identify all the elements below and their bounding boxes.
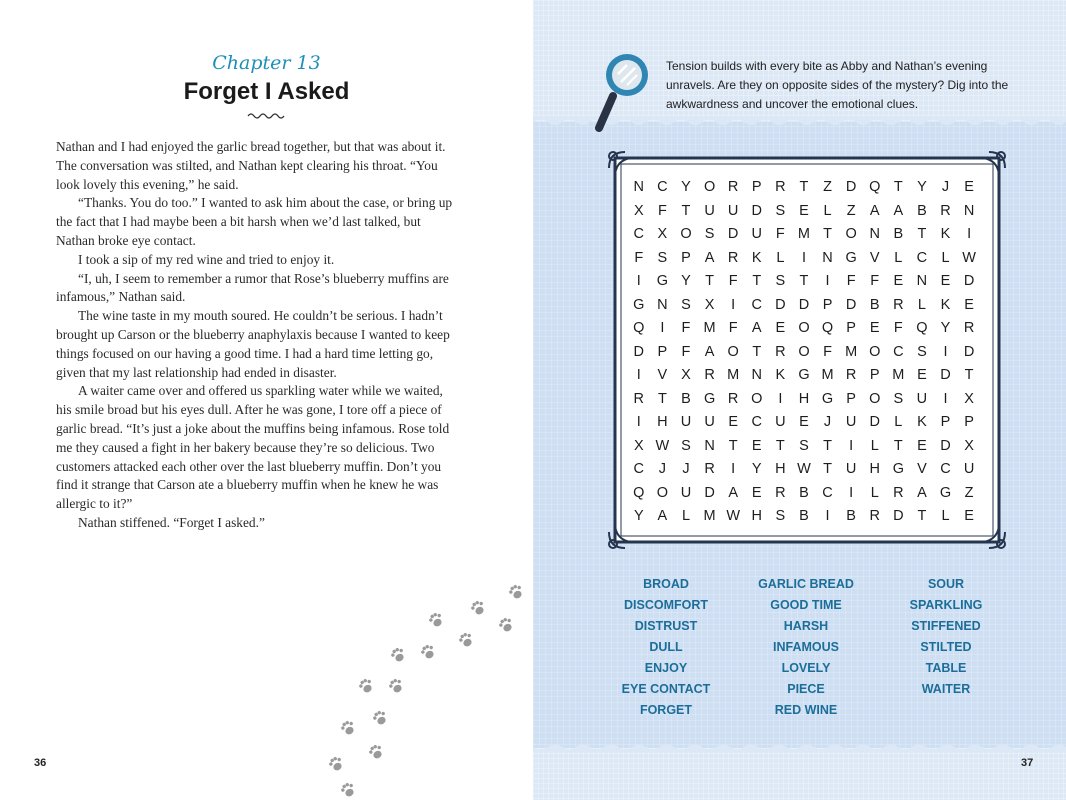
- grid-row: [627, 247, 989, 271]
- grid-cell[interactable]: L: [870, 437, 879, 454]
- grid-cell[interactable]: G: [633, 296, 645, 313]
- grid-cell[interactable]: D: [940, 367, 951, 383]
- grid-cell[interactable]: F: [823, 343, 832, 360]
- grid-cell[interactable]: O: [845, 226, 857, 242]
- word-list-item: RED WINE: [774, 703, 838, 717]
- grid-cell[interactable]: E: [964, 508, 974, 524]
- grid-cell[interactable]: F: [728, 273, 738, 289]
- grid-cell[interactable]: U: [916, 390, 928, 407]
- word-list-item: SPARKLING: [909, 598, 983, 612]
- grid-cell[interactable]: U: [704, 202, 715, 219]
- grid-cell[interactable]: E: [869, 320, 880, 336]
- grid-cell[interactable]: K: [940, 296, 951, 313]
- story-paragraph: Nathan and I had enjoyed the garlic bread together, but that was about it. The conversation was stilted, and Nathan kept clearing his throat. “You look lovely this evening,” he said.: [56, 139, 446, 192]
- grid-cell[interactable]: G: [798, 367, 810, 383]
- grid-cell[interactable]: W: [726, 508, 741, 524]
- grid-cell[interactable]: I: [825, 273, 830, 289]
- grid-cell[interactable]: I: [636, 273, 641, 289]
- grid-cell[interactable]: Y: [633, 508, 644, 524]
- grid-cell[interactable]: S: [775, 508, 786, 524]
- wave-edge-bottom: [533, 742, 1066, 752]
- grid-cell[interactable]: F: [681, 320, 691, 336]
- grid-cell[interactable]: A: [728, 484, 738, 501]
- grid-cell[interactable]: E: [917, 367, 927, 383]
- grid-cell[interactable]: U: [680, 414, 692, 430]
- grid-cell[interactable]: E: [751, 437, 762, 454]
- grid-cell[interactable]: S: [775, 273, 786, 289]
- grid-cell[interactable]: P: [681, 249, 691, 266]
- story-paragraph: “Thanks. You do too.” I wanted to ask him about the case, or bring up the fact that I had maybe been a bit harsh when we’d last talked, but Nathan broke eye contact.: [56, 195, 453, 248]
- grid-cell[interactable]: U: [727, 202, 739, 219]
- grid-cell[interactable]: R: [963, 320, 975, 336]
- grid-cell[interactable]: J: [682, 461, 690, 477]
- grid-cell[interactable]: N: [822, 249, 833, 266]
- grid-cell[interactable]: R: [727, 249, 739, 266]
- grid-cell[interactable]: T: [823, 226, 832, 242]
- grid-cell[interactable]: B: [681, 390, 691, 407]
- grid-cell[interactable]: U: [845, 461, 857, 477]
- paw-print-icon: [469, 599, 487, 617]
- grid-cell[interactable]: L: [894, 249, 903, 266]
- grid-cell[interactable]: O: [869, 343, 881, 360]
- grid-row: [627, 270, 989, 294]
- grid-cell[interactable]: Q: [869, 179, 881, 195]
- word-list-item: TABLE: [925, 661, 967, 675]
- word-list-item: HARSH: [783, 619, 829, 633]
- grid-cell[interactable]: X: [964, 390, 974, 407]
- grid-cell[interactable]: L: [870, 484, 879, 501]
- grid-cell[interactable]: A: [869, 202, 880, 219]
- grid-cell[interactable]: L: [941, 508, 950, 524]
- grid-cell[interactable]: Y: [681, 273, 691, 289]
- grid-cell[interactable]: I: [660, 320, 665, 336]
- grid-cell[interactable]: Z: [846, 202, 856, 219]
- grid-cell[interactable]: F: [681, 343, 691, 360]
- grid-cell[interactable]: Q: [916, 320, 928, 336]
- grid-cell[interactable]: R: [893, 484, 904, 501]
- grid-cell[interactable]: O: [656, 484, 669, 501]
- grid-cell[interactable]: K: [940, 226, 951, 242]
- grid-row: [627, 458, 989, 482]
- grid-cell[interactable]: I: [943, 343, 948, 360]
- grid-cell[interactable]: R: [633, 390, 645, 407]
- grid-cell[interactable]: J: [941, 179, 950, 195]
- grid-cell[interactable]: C: [657, 179, 668, 195]
- word-list-column-1: [601, 574, 731, 721]
- grid-cell[interactable]: T: [681, 202, 691, 219]
- grid-cell[interactable]: X: [633, 202, 644, 219]
- paw-print-icon: [339, 719, 357, 737]
- grid-cell[interactable]: M: [845, 343, 858, 360]
- paw-print-icon: [357, 677, 375, 695]
- grid-cell[interactable]: D: [633, 343, 645, 360]
- grid-cell[interactable]: O: [798, 320, 810, 336]
- grid-cell[interactable]: P: [751, 179, 762, 195]
- grid-cell[interactable]: D: [963, 343, 975, 360]
- grid-cell[interactable]: O: [798, 343, 810, 360]
- grid-cell[interactable]: O: [727, 343, 739, 360]
- grid-cell[interactable]: D: [963, 273, 975, 289]
- grid-cell[interactable]: A: [704, 249, 715, 266]
- grid-cell[interactable]: A: [657, 508, 668, 524]
- grid-cell[interactable]: P: [822, 296, 833, 313]
- grid-row: [627, 176, 989, 200]
- grid-cell[interactable]: E: [775, 320, 786, 336]
- grid-row: [627, 364, 989, 388]
- grid-cell[interactable]: E: [751, 484, 762, 501]
- word-list-item: LOVELY: [781, 661, 831, 675]
- word-list-item: GOOD TIME: [770, 598, 842, 612]
- paw-print-icon: [371, 709, 389, 727]
- grid-cell[interactable]: E: [893, 273, 904, 289]
- grid-cell[interactable]: R: [845, 367, 857, 383]
- grid-cell[interactable]: I: [849, 484, 854, 501]
- grid-cell[interactable]: H: [751, 508, 762, 524]
- grid-cell[interactable]: N: [751, 367, 762, 383]
- grid-cell[interactable]: D: [869, 414, 880, 430]
- grid-row: [627, 294, 989, 318]
- grid-cell[interactable]: C: [893, 343, 904, 360]
- word-list-column-3: [881, 574, 1011, 700]
- grid-cell[interactable]: D: [845, 296, 857, 313]
- grid-row: [627, 341, 989, 365]
- grid-cell[interactable]: W: [655, 437, 670, 454]
- puzzle-intro: Tension builds with every bite as Abby and Nathan’s evening unravels. Are they on opposite sides of the mystery? Dig into the awkwardness and uncover the emotional clues.: [666, 59, 1009, 111]
- grid-cell[interactable]: E: [728, 414, 738, 430]
- grid-cell[interactable]: T: [917, 226, 927, 242]
- grid-cell[interactable]: B: [799, 484, 809, 501]
- page-number-left: 36: [34, 757, 47, 769]
- grid-cell[interactable]: M: [727, 367, 740, 383]
- grid-cell[interactable]: H: [869, 461, 880, 477]
- grid-cell[interactable]: F: [634, 249, 644, 266]
- grid-cell[interactable]: G: [656, 273, 669, 289]
- grid-cell[interactable]: I: [967, 226, 972, 242]
- grid-cell[interactable]: O: [869, 390, 881, 407]
- grid-cell[interactable]: D: [704, 484, 715, 501]
- grid-cell[interactable]: R: [727, 390, 739, 407]
- grid-cell[interactable]: M: [821, 367, 834, 383]
- grid-cell[interactable]: Q: [633, 484, 645, 501]
- story-paragraph: A waiter came over and offered us sparkling water while we waited, his smile broad but his eyes dull. After he was gone, I tore off a piece of garlic bread. “It’s just a joke about the muffins being infamous. Rose told me they caused a fight in her bakery because they’re so delicious. Two customers attacked each other over the last blueberry muffin. Don’t you find it strange that Carson ate a blueberry muffin when he knew he was allergic to it?”: [56, 383, 450, 512]
- grid-cell[interactable]: I: [636, 367, 641, 383]
- word-list-item: WAITER: [921, 682, 971, 696]
- grid-cell[interactable]: R: [704, 461, 715, 477]
- word-list-item: GARLIC BREAD: [758, 577, 854, 591]
- grid-cell[interactable]: B: [869, 296, 880, 313]
- grid-cell[interactable]: V: [869, 249, 880, 266]
- paw-print-icon: [497, 616, 515, 634]
- grid-cell[interactable]: T: [657, 390, 667, 407]
- grid-cell[interactable]: V: [657, 367, 668, 383]
- word-search-grid[interactable]: [627, 176, 989, 529]
- story-paragraph: Nathan stiffened. “Forget I asked.”: [78, 514, 265, 530]
- word-list-column-2: [741, 574, 871, 721]
- chapter-label: Chapter 13: [212, 52, 321, 74]
- grid-cell[interactable]: Y: [917, 179, 927, 195]
- grid-cell[interactable]: T: [775, 437, 785, 454]
- grid-cell[interactable]: C: [916, 249, 928, 266]
- grid-cell[interactable]: U: [963, 461, 975, 477]
- grid-cell[interactable]: B: [893, 226, 904, 242]
- grid-cell[interactable]: L: [776, 249, 785, 266]
- grid-cell[interactable]: T: [823, 437, 832, 454]
- grid-cell[interactable]: E: [799, 414, 809, 430]
- grid-cell[interactable]: E: [964, 296, 974, 313]
- grid-cell[interactable]: N: [963, 202, 975, 219]
- grid-cell[interactable]: S: [681, 437, 691, 454]
- grid-cell[interactable]: P: [869, 367, 880, 383]
- grid-cell[interactable]: N: [869, 226, 880, 242]
- word-list-item: DISTRUST: [634, 619, 698, 633]
- grid-cell[interactable]: U: [845, 414, 857, 430]
- grid-cell[interactable]: E: [917, 437, 927, 454]
- story-text: [56, 138, 461, 533]
- paw-print-icon: [419, 643, 437, 661]
- grid-cell[interactable]: H: [657, 414, 668, 430]
- grid-cell[interactable]: D: [751, 202, 762, 219]
- grid-cell[interactable]: C: [751, 296, 762, 313]
- story-paragraph: I took a sip of my red wine and tried to enjoy it.: [78, 251, 335, 267]
- grid-cell[interactable]: G: [939, 484, 952, 501]
- grid-row: [627, 435, 989, 459]
- grid-cell[interactable]: P: [964, 414, 974, 430]
- grid-row: [627, 388, 989, 412]
- grid-cell[interactable]: A: [917, 484, 927, 501]
- grid-cell[interactable]: T: [799, 179, 809, 195]
- grid-cell[interactable]: Q: [821, 320, 834, 336]
- grid-cell[interactable]: I: [943, 390, 948, 407]
- grid-cell[interactable]: E: [940, 273, 951, 289]
- grid-cell[interactable]: L: [823, 202, 832, 219]
- grid-cell[interactable]: M: [703, 320, 716, 336]
- grid-cell[interactable]: T: [752, 273, 762, 289]
- grid-cell[interactable]: G: [845, 249, 857, 266]
- word-list-item: ENJOY: [644, 661, 688, 675]
- paw-print-icon: [457, 631, 475, 649]
- paw-print-icon: [507, 583, 525, 601]
- magnifying-glass-icon: [593, 50, 653, 134]
- word-list-item: EYE CONTACT: [621, 682, 711, 696]
- footer-band: [533, 748, 1066, 800]
- grid-cell[interactable]: B: [799, 508, 809, 524]
- word-list-item: PIECE: [787, 682, 825, 696]
- grid-cell[interactable]: K: [775, 367, 786, 383]
- grid-cell[interactable]: C: [633, 226, 645, 242]
- grid-cell[interactable]: L: [894, 414, 903, 430]
- grid-cell[interactable]: I: [849, 437, 854, 454]
- grid-cell[interactable]: O: [751, 390, 763, 407]
- paw-print-icon: [427, 611, 445, 629]
- word-list-item: DULL: [649, 640, 683, 654]
- grid-cell[interactable]: U: [704, 414, 715, 430]
- word-list-item: INFAMOUS: [773, 640, 839, 654]
- grid-cell[interactable]: W: [962, 249, 976, 266]
- grid-cell[interactable]: E: [799, 202, 809, 219]
- grid-cell[interactable]: A: [751, 320, 762, 336]
- grid-cell[interactable]: O: [703, 179, 716, 195]
- grid-cell[interactable]: K: [751, 249, 762, 266]
- grid-cell[interactable]: C: [633, 461, 645, 477]
- grid-row: [627, 223, 989, 247]
- grid-cell[interactable]: X: [704, 296, 715, 313]
- grid-cell[interactable]: F: [846, 273, 856, 289]
- grid-cell[interactable]: D: [845, 179, 857, 195]
- paw-print-icon: [367, 743, 385, 761]
- paw-print-icon: [327, 755, 345, 773]
- grid-cell[interactable]: F: [893, 320, 903, 336]
- grid-cell[interactable]: T: [893, 179, 903, 195]
- grid-cell[interactable]: X: [681, 367, 691, 383]
- page-number-right: 37: [1021, 757, 1034, 769]
- grid-cell[interactable]: N: [633, 179, 645, 195]
- story-paragraph: “I, uh, I seem to remember a rumor that Rose’s blueberry muffins are infamous,” Nathan said.: [56, 270, 449, 305]
- grid-row: [627, 200, 989, 224]
- grid-cell[interactable]: C: [751, 414, 762, 430]
- grid-cell[interactable]: G: [892, 461, 904, 477]
- grid-cell[interactable]: S: [775, 202, 786, 219]
- grid-cell[interactable]: L: [681, 508, 691, 524]
- grid-cell[interactable]: I: [731, 296, 736, 313]
- word-list-item: FORGET: [639, 703, 693, 717]
- grid-cell[interactable]: T: [752, 343, 762, 360]
- story-paragraph: The wine taste in my mouth soured. He couldn’t be serious. I hadn’t brought up Carson or the blueberry anaphylaxis because I wanted to keep things focused on our having a good time. I had a hard time letting go, given that my last relationship had ended in disaster.: [56, 308, 450, 380]
- grid-cell[interactable]: S: [657, 249, 668, 266]
- paw-print-icon: [387, 677, 405, 695]
- grid-cell[interactable]: M: [703, 508, 716, 524]
- grid-cell[interactable]: N: [704, 437, 715, 454]
- grid-cell[interactable]: Y: [751, 461, 762, 477]
- grid-cell[interactable]: X: [633, 437, 644, 454]
- grid-cell[interactable]: X: [964, 437, 974, 454]
- grid-cell[interactable]: Y: [681, 179, 691, 195]
- grid-cell[interactable]: J: [658, 461, 667, 477]
- grid-cell[interactable]: C: [822, 484, 833, 501]
- word-list-item: STIFFENED: [911, 619, 981, 633]
- grid-cell[interactable]: Q: [633, 320, 645, 336]
- grid-cell[interactable]: B: [917, 202, 927, 219]
- grid-cell[interactable]: T: [893, 437, 903, 454]
- grid-cell[interactable]: R: [727, 179, 739, 195]
- grid-row: [627, 505, 989, 529]
- grid-cell[interactable]: I: [731, 461, 736, 477]
- chapter-title: Forget I Asked: [183, 78, 350, 105]
- grid-cell[interactable]: E: [964, 179, 974, 195]
- grid-cell[interactable]: F: [728, 320, 738, 336]
- grid-cell[interactable]: G: [703, 390, 716, 407]
- grid-cell[interactable]: A: [893, 202, 904, 219]
- grid-cell[interactable]: S: [799, 437, 809, 454]
- grid-cell[interactable]: J: [823, 414, 832, 430]
- grid-cell[interactable]: F: [870, 273, 880, 289]
- grid-cell[interactable]: T: [964, 367, 974, 383]
- grid-cell[interactable]: G: [821, 390, 834, 407]
- grid-cell[interactable]: S: [704, 226, 715, 242]
- grid-cell[interactable]: R: [704, 367, 715, 383]
- grid-cell[interactable]: P: [846, 320, 856, 336]
- grid-cell[interactable]: S: [917, 343, 927, 360]
- grid-cell[interactable]: C: [940, 461, 951, 477]
- grid-cell[interactable]: X: [657, 226, 668, 242]
- grid-cell[interactable]: W: [797, 461, 811, 477]
- grid-cell[interactable]: T: [823, 461, 832, 477]
- grid-cell[interactable]: P: [657, 343, 668, 360]
- grid-cell[interactable]: F: [775, 226, 785, 242]
- right-page: [533, 0, 1066, 800]
- grid-row: [627, 317, 989, 341]
- grid-cell[interactable]: B: [846, 508, 856, 524]
- grid-row: [627, 482, 989, 506]
- word-list-item: STILTED: [920, 640, 972, 654]
- grid-cell[interactable]: R: [775, 179, 786, 195]
- grid-cell[interactable]: F: [657, 202, 667, 219]
- grid-cell[interactable]: P: [846, 390, 856, 407]
- grid-cell[interactable]: V: [917, 461, 927, 477]
- grid-cell[interactable]: T: [728, 437, 738, 454]
- grid-cell[interactable]: M: [797, 226, 810, 242]
- grid-cell[interactable]: T: [917, 508, 927, 524]
- grid-cell[interactable]: D: [893, 508, 904, 524]
- grid-cell[interactable]: L: [917, 296, 926, 313]
- grid-cell[interactable]: N: [657, 296, 668, 313]
- paw-print-icon: [389, 646, 407, 664]
- grid-cell[interactable]: D: [775, 296, 786, 313]
- grid-cell[interactable]: N: [916, 273, 928, 289]
- grid-row: [627, 411, 989, 435]
- grid-cell[interactable]: I: [825, 508, 830, 524]
- grid-cell[interactable]: L: [941, 249, 950, 266]
- paw-print-icon: [339, 781, 357, 799]
- grid-cell[interactable]: R: [940, 202, 951, 219]
- grid-cell[interactable]: D: [940, 437, 951, 454]
- word-list-item: SOUR: [927, 577, 965, 591]
- grid-cell[interactable]: D: [727, 226, 739, 242]
- grid-cell[interactable]: I: [801, 249, 806, 266]
- grid-cell[interactable]: S: [681, 296, 691, 313]
- grid-cell[interactable]: M: [892, 367, 905, 383]
- grid-cell[interactable]: Y: [940, 320, 951, 336]
- grid-cell[interactable]: Z: [964, 484, 974, 501]
- grid-cell[interactable]: S: [893, 390, 904, 407]
- grid-cell[interactable]: R: [869, 508, 880, 524]
- grid-cell[interactable]: H: [798, 390, 810, 407]
- grid-cell[interactable]: U: [751, 226, 762, 242]
- grid-cell[interactable]: I: [778, 390, 783, 407]
- grid-cell[interactable]: P: [940, 414, 951, 430]
- grid-cell[interactable]: U: [775, 414, 786, 430]
- word-list-item: DISCOMFORT: [623, 598, 709, 612]
- grid-cell[interactable]: R: [775, 484, 786, 501]
- grid-cell[interactable]: T: [705, 273, 714, 289]
- title-divider-icon: [247, 112, 287, 120]
- paw-prints-trail: [290, 580, 540, 800]
- grid-cell[interactable]: T: [799, 273, 809, 289]
- grid-cell[interactable]: Z: [823, 179, 832, 195]
- grid-cell[interactable]: U: [680, 484, 692, 501]
- grid-cell[interactable]: K: [917, 414, 927, 430]
- grid-cell[interactable]: R: [893, 296, 904, 313]
- grid-cell[interactable]: O: [680, 226, 692, 242]
- word-list-item: BROAD: [643, 577, 689, 591]
- grid-cell[interactable]: I: [636, 414, 641, 430]
- grid-cell[interactable]: A: [704, 343, 715, 360]
- grid-cell[interactable]: D: [798, 296, 810, 313]
- grid-cell[interactable]: H: [775, 461, 786, 477]
- grid-cell[interactable]: R: [775, 343, 786, 360]
